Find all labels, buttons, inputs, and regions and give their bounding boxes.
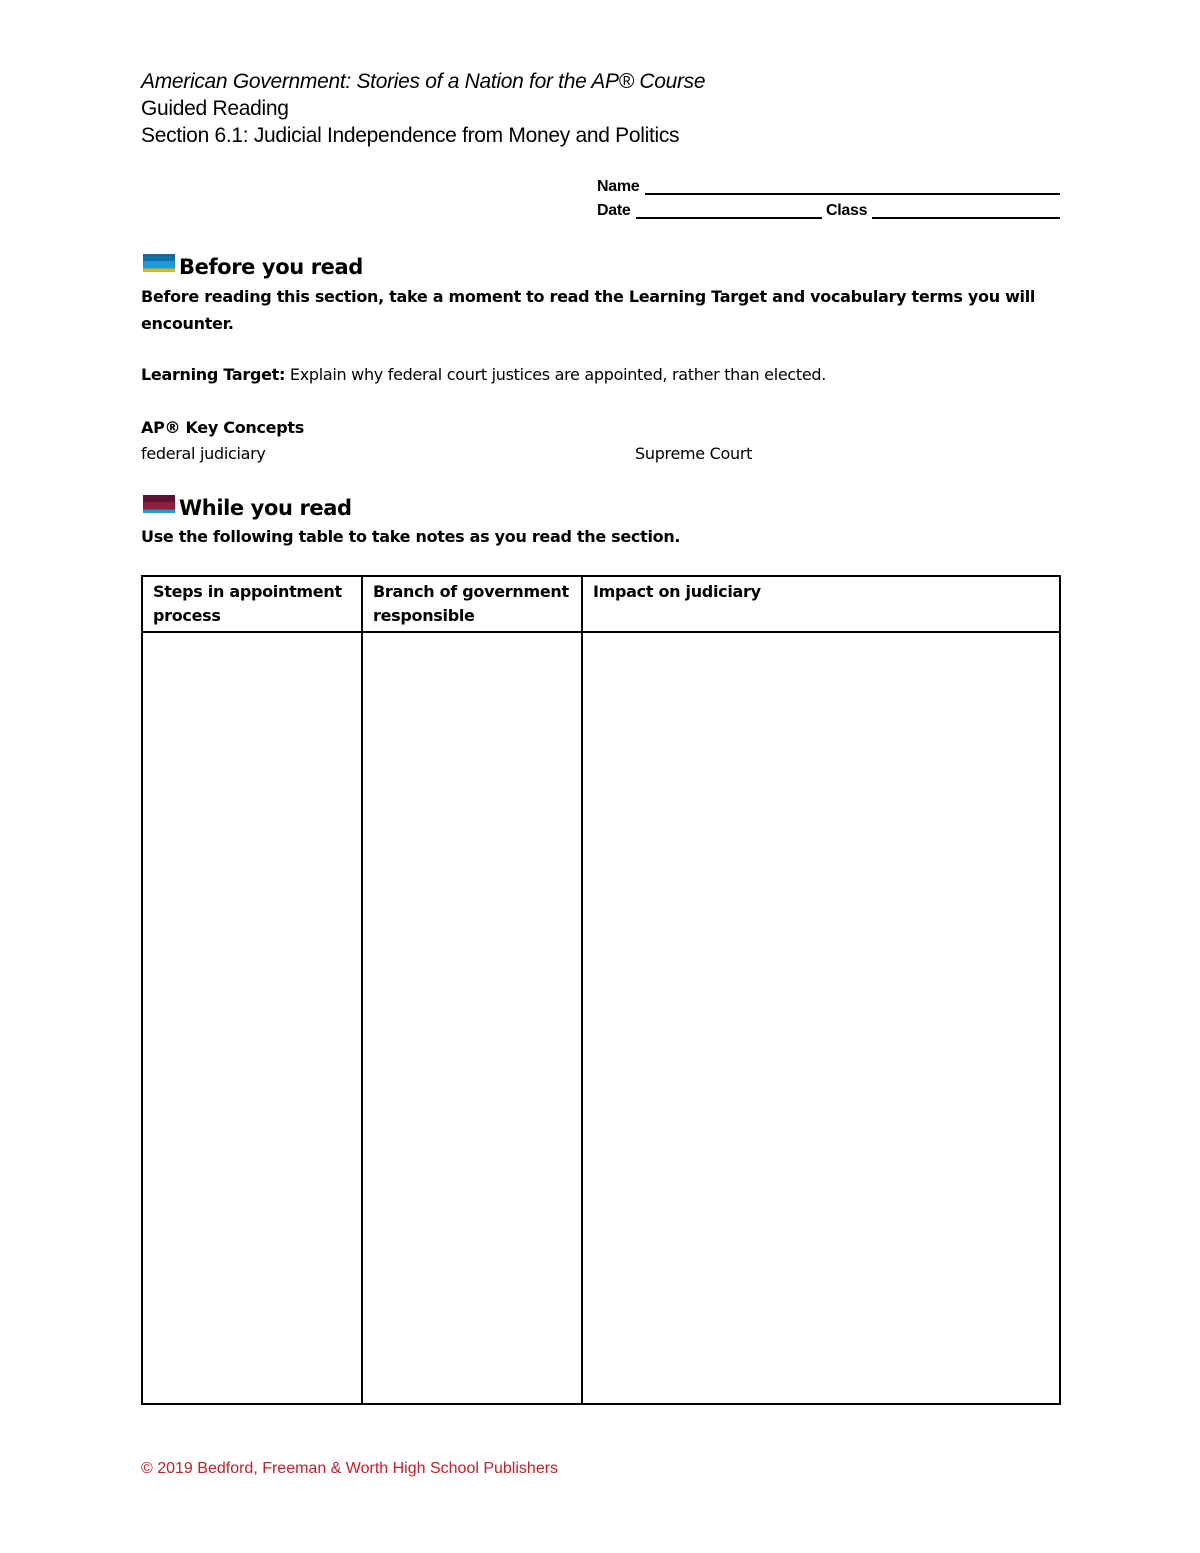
before-read-flag-icon [143, 254, 175, 272]
table-row [142, 632, 1060, 1404]
date-label: Date [597, 202, 631, 219]
column-header-steps: Steps in appointment process [142, 576, 362, 632]
notes-cell-steps[interactable] [142, 632, 362, 1404]
notes-cell-impact[interactable] [582, 632, 1060, 1404]
book-title: American Government: Stories of a Nation for the AP® Course [141, 70, 706, 93]
key-concept-item: federal judiciary [141, 444, 266, 463]
name-field[interactable] [645, 193, 1060, 195]
copyright-footer: © 2019 Bedford, Freeman & Worth High School Publishers [141, 1460, 559, 1477]
key-concepts-label: AP® Key Concepts [141, 418, 304, 437]
notes-cell-branch[interactable] [362, 632, 582, 1404]
key-concept-item: Supreme Court [635, 444, 753, 463]
column-header-branch: Branch of government responsible [362, 576, 582, 632]
class-label: Class [826, 202, 868, 219]
notes-table [141, 575, 1061, 1405]
document-type: Guided Reading [141, 97, 289, 120]
while-read-flag-icon [143, 495, 175, 513]
section-title: Section 6.1: Judicial Independence from Money and Politics [141, 124, 680, 147]
before-read-heading: Before you read [179, 255, 363, 279]
while-read-heading: While you read [179, 496, 352, 520]
name-label: Name [597, 178, 640, 195]
class-field[interactable] [872, 217, 1060, 219]
column-header-impact: Impact on judiciary [582, 576, 1060, 632]
table-header-row [142, 576, 1060, 632]
before-read-instructions: Before reading this section, take a moment to read the Learning Target and vocabulary terms you will encounter. [141, 287, 1036, 333]
while-read-instructions: Use the following table to take notes as you read the section. [141, 527, 681, 546]
learning-target-text: Explain why federal court justices are appointed, rather than elected. [285, 365, 827, 384]
learning-target-label: Learning Target: [141, 365, 286, 384]
learning-target [141, 361, 1041, 388]
date-field[interactable] [636, 217, 822, 219]
